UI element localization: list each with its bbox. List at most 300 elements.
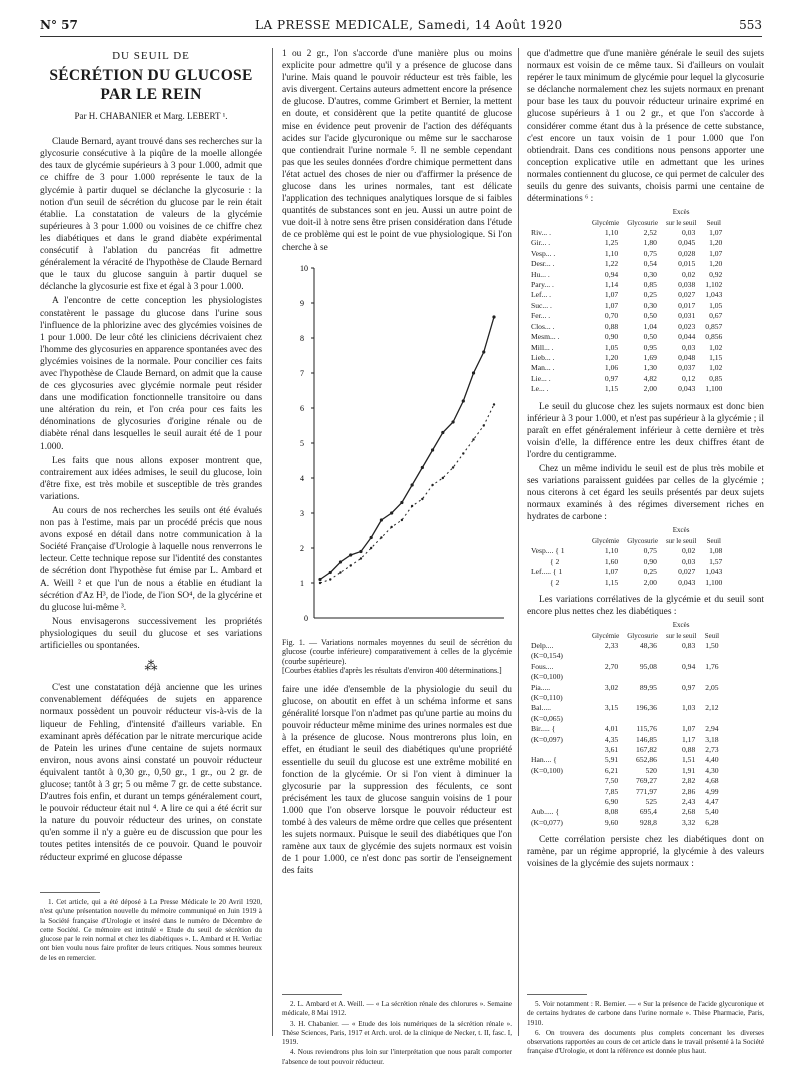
footnote: 6. On trouvera des documents plus complets concernant les diverses observations rapportées au cours de cet article dans le travail présenté à la Société française d'Urologie, et dont la référence est donnée plus haut. [527, 1028, 764, 1056]
data-point [380, 518, 383, 521]
table-row [531, 557, 727, 567]
table-cell [588, 714, 623, 724]
tick-label: 7 [300, 368, 304, 378]
table-header: Glycémie [592, 536, 620, 545]
table-cell: 0,02 [681, 546, 696, 556]
table-cell [588, 651, 623, 661]
tick-label: 9 [300, 298, 304, 308]
article-title: SÉCRÉTION DU GLUCOSE [49, 67, 253, 85]
table-cell: 3,32 [681, 817, 696, 827]
table-cell: 89,95 [639, 682, 657, 692]
table-cell: 1,02 [709, 342, 723, 352]
table-cell: 0,88 [681, 744, 696, 754]
table-cell: 1,80 [643, 238, 657, 248]
table-row [531, 280, 727, 290]
paragraph: Chez un même individu le seuil est de plus très mobile et ses variations paraissent guidées par celles de la glycémie ; nous citerons à cet égard les seuils présentés par deux sujets normaux examinés à des régimes diversement riches en hydrates de carbone : [527, 464, 764, 523]
table-cell: Desr... . [531, 259, 555, 269]
tick-label: 0 [304, 613, 308, 623]
table-row [531, 807, 724, 817]
table-cell: 0,03 [681, 342, 696, 352]
data-point [359, 549, 362, 552]
table-row [531, 322, 727, 332]
table-cell: 0,67 [709, 311, 723, 321]
table-cell: 1,05 [709, 300, 723, 310]
table-header: sur le seuil [665, 631, 697, 640]
table-header: Glycosurie [627, 536, 658, 545]
table-cell: (K=0,077) [531, 817, 563, 827]
table-cell: 1,15 [604, 384, 619, 394]
footnote-rule [527, 994, 587, 995]
table-cell: 0,85 [643, 280, 657, 290]
table-row [531, 724, 724, 734]
table-cell: 1,25 [604, 238, 619, 248]
table-cell: Pary... . [531, 280, 554, 290]
paragraph: Au cours de nos recherches les seuils ont été évalués non pas à l'estime, mais par un procédé précis que nous avons exposé en détail dans notre communication à la Société Française d'Urologie à laquelle nous renverrons le lecteur. Cette technique repose sur l'identité des constantes de sécrétion dont l'hypothèse fut émise par L. Ambard et A. Weill ² et que l'un de nous a établie en étudiant la sécrétion d'Az H³, de l'iode, de l'ion SO⁴, de la glycérine et du glucose lui-même ³. [40, 506, 262, 613]
table-cell: (K=0,110) [531, 692, 563, 702]
table-header: sur le seuil [665, 536, 697, 545]
caption-text: Fig. 1. — Variations normales moyennes du seuil de sécrétion du glucose (courbe inférieure) comparativement à celles de la glycémie (courbe supérieure). [282, 637, 512, 666]
table-cell: 0,94 [604, 269, 619, 279]
tick-label: 8 [300, 333, 304, 343]
table-header [623, 525, 662, 535]
table-cell: 4,99 [705, 786, 719, 796]
table-header [531, 631, 588, 641]
footnote: 4. Nous reviendrons plus loin sur l'interprétation que nous paraît comporter l'absence de tout pouvoir réducteur. [282, 1048, 512, 1066]
table-cell: 1,07 [604, 290, 619, 300]
page-number: 553 [739, 18, 762, 32]
table-cell: 0,50 [643, 332, 657, 342]
table-cell: 0,857 [705, 321, 723, 331]
data-point [441, 430, 444, 433]
table-header: Excès [672, 621, 690, 630]
table-cell: Lieb... . [531, 352, 555, 362]
table-cell: 1,10 [604, 228, 619, 238]
footnote: 1. Cet article, qui a été déposé à La Presse Médicale le 20 Avril 1920, n'est qu'une présentation nouvelle du mémoire communiqué en Juin 1919 à la Société française d'Urologie et inséré dans le numéro de Décembre de cette Société. Ce mémoire est intitulé « Etude du seuil de sécrétion du glucose par le rein normal et chez les diabétiques ». L. Ambard et H. Verliac ont bien voulu nous faire profiter de leurs critiques. Nous sommes heureux de les en remercier. [40, 898, 262, 962]
paragraph: Le seuil du glucose chez les sujets normaux est donc bien inférieur à 3 pour 1.000, et n'est pas supérieur à la glycémie ; il paraît en effet généralement inférieur à cette dernière et très voisin d'elle, la différence entre les deux chiffres étant de l'ordre du centigramme. [527, 401, 764, 460]
table-cell: 0,30 [643, 300, 657, 310]
table-cell: 3,18 [705, 734, 719, 744]
data-point [380, 536, 382, 538]
table-row [531, 238, 727, 248]
table-cell: 0,75 [643, 546, 657, 556]
table-cell: 0,12 [681, 373, 696, 383]
table-header: Excès [672, 208, 690, 217]
table-cell: 8,08 [604, 807, 619, 817]
table-cell: 4,40 [705, 755, 719, 765]
table-cell: Clos... . [531, 321, 555, 331]
table-row [531, 735, 724, 745]
table-cell: Hu... . [531, 269, 550, 279]
table-cell: Le... . [531, 384, 549, 394]
table-cell: 1,20 [709, 238, 723, 248]
data-point [472, 371, 475, 374]
table-row [531, 641, 724, 651]
table-header [588, 207, 623, 217]
table-row [531, 374, 727, 384]
paragraph: Les variations corrélatives de la glycémie et du seuil sont encore plus nettes chez les diabétiques : [527, 594, 764, 617]
data-point [349, 553, 352, 556]
table-cell: { 2 [531, 577, 560, 587]
table-cell: 2,70 [604, 661, 619, 671]
table-row [531, 714, 724, 724]
table-row [531, 755, 724, 765]
table-cell: 0,90 [604, 332, 619, 342]
table-cell: Fer... . [531, 311, 551, 321]
data-point [329, 570, 332, 573]
tick-label: 5 [300, 438, 304, 448]
table-cell: 1,07 [709, 228, 723, 238]
table-cell: 0,037 [678, 363, 696, 373]
running-head [40, 16, 762, 37]
table-cell: 2,52 [643, 228, 657, 238]
table-cell: 0,25 [643, 290, 657, 300]
table-cell: Gir... . [531, 238, 551, 248]
paragraph: 1 ou 2 gr., l'on s'accorde d'une manière plus ou moins explicite pour admettre qu'il y a présence de glucose dans l'urine. Mais quand le pouvoir réducteur est très faible, les avis divergent. Certains auteurs admettent encore la présence de glucose. D'autres, comme Grimbert et Bernier, la mettent en doute, et considèrent que la petite quantité de glucose mise en évidence peut provenir de l'action des déféquants acides sur l'acide glycuronique ou même sur le saccharose que contiendrait l'urine normale ⁵. Il ne semble cependant pas que les seules données d'ordre chimique permettent dans l'état actuel des choses de nier ou d'affirmer la présence de glucose dans les urines normales, tant est délicate l'application des techniques analytiques lorsque de si faibles quantités de substances sont en jeu. Aussi un autre point de vue doit-il à notre sens être prisen considération dans l'étude de ce problème qui est le point de vue physiologique. Si l'on cherche à se [282, 49, 512, 253]
tick-label: 3 [300, 508, 304, 518]
table-cell: 1,07 [681, 724, 696, 734]
table-cell [700, 714, 723, 724]
table-header: Glycosurie [627, 218, 658, 227]
table-cell: 0,044 [678, 332, 696, 342]
data-point [483, 424, 485, 426]
table-cell: 2,73 [705, 744, 719, 754]
table-cell: 1,51 [681, 755, 696, 765]
table-cell [662, 693, 700, 703]
table-cell: 0,045 [678, 238, 696, 248]
table-cell: 1,043 [705, 567, 723, 577]
caption-note: [Courbes établies d'après les résultats d'environ 400 déterminations.] [282, 666, 502, 676]
table-cell [662, 651, 700, 661]
paragraph: Cette corrélation persiste chez les diabétiques dont on ramène, par un régime approprié, la glycémie à des valeurs voisines de la glycémie des sujets normaux : [527, 835, 764, 870]
section-separator: ⁂ [144, 658, 158, 674]
table-cell: 167,82 [636, 744, 657, 754]
table-cell: 1,20 [709, 259, 723, 269]
column-2 [282, 48, 512, 879]
table-row [531, 567, 727, 577]
table-cell: 2,00 [643, 384, 657, 394]
table-cell: 1,043 [705, 290, 723, 300]
table-cell [531, 776, 588, 786]
data-point [442, 476, 444, 478]
data-point [452, 466, 454, 468]
column-1 [40, 48, 262, 866]
table-cell: Pia..... [531, 682, 553, 692]
title-kicker: DU SEUIL DE [112, 50, 190, 62]
table-row [531, 818, 724, 828]
table-header: Glycémie [592, 218, 620, 227]
table-cell: 0,03 [681, 228, 696, 238]
table-cell: 2,86 [681, 786, 696, 796]
data-point [411, 483, 414, 486]
paragraph: C'est une constatation déjà ancienne que les urines convenablement déféquées de sujets en apparence normaux possèdent un pouvoir réducteur vis-à-vis de la liqueur de Fehling, d'intensité d'ailleurs variable. En examinant après défécation par le nitrate mercurique acide de Patein les urines d'une centaine de sujets normaux environ, nous avons ainsi constaté un pouvoir réducteur équivalent tantôt à 0,30 gr., 0,50 gr., 1 gr., ou 2 gr. de glucose; tantôt à 3 gr; 5 ou même 7 gr. de cette substance. D'autres fois enfin, et durant un temps généralement court, le pouvoir réducteur était nul ⁴. A lire ce qui a été écrit sur la nature du pouvoir réducteur des urines, on constate qu'en somme il n'y a guère eu de discussion que pour les toutes petites intensités de ce pouvoir. Quand le pouvoir réducteur exprimé en glucose dépasse [40, 683, 262, 863]
table-cell: 1,102 [705, 280, 723, 290]
data-point [390, 511, 393, 514]
table-cell: (K=0,097) [531, 734, 563, 744]
data-point [421, 465, 424, 468]
table-cell: Aub..... { [531, 807, 560, 817]
table-row [531, 301, 727, 311]
table-cell: { 2 [531, 556, 560, 566]
table-cell: 1,02 [709, 363, 723, 373]
data-point [360, 557, 362, 559]
data-point [400, 500, 403, 503]
paragraph: Nous envisagerons successivement les propriétés physiologiques du seuil du glucose et ses variations artificielles ou spontanées. [40, 616, 262, 652]
table-cell: 1,08 [709, 546, 723, 556]
table-cell: 652,86 [636, 755, 657, 765]
table-row [531, 228, 727, 238]
data-point [431, 448, 434, 451]
table-row [531, 343, 727, 353]
table-header: Seuil [706, 218, 721, 227]
table-cell: Mill... . [531, 342, 554, 352]
table-cell: 2,05 [705, 682, 719, 692]
table-cell: 3,61 [604, 744, 619, 754]
table-row [531, 787, 724, 797]
footnotes-col2 [282, 1000, 512, 1068]
table-header [588, 525, 623, 535]
table-cell: 9,60 [604, 817, 619, 827]
table-cell [700, 693, 723, 703]
table-cell: 1,30 [643, 363, 657, 373]
table-cell: 0,027 [678, 290, 696, 300]
table-cell [700, 672, 723, 682]
column-rule [518, 48, 519, 1036]
tick-label: 10 [300, 263, 308, 273]
table-row [531, 672, 724, 682]
table-cell: 0,50 [643, 311, 657, 321]
diet-thresholds-table [531, 525, 727, 587]
table-cell: 1,17 [681, 734, 696, 744]
table-cell: 5,40 [705, 807, 719, 817]
table-cell: 0,75 [643, 248, 657, 258]
table-cell: Suc... . [531, 300, 552, 310]
table-cell: 0,95 [643, 342, 657, 352]
table-cell: 6,21 [604, 765, 619, 775]
table-cell: 520 [645, 765, 657, 775]
table-cell: Delp.... [531, 640, 556, 650]
table-cell: 1,04 [643, 321, 657, 331]
table-cell: 4,82 [643, 373, 657, 383]
table-cell: 1,05 [604, 342, 619, 352]
table-row [531, 290, 727, 300]
table-header [623, 620, 662, 630]
table-row [531, 384, 727, 394]
table-row [531, 703, 724, 713]
table-cell: 0,54 [643, 259, 657, 269]
table-cell: Vesp.... { 1 [531, 546, 565, 556]
table-cell: 1,20 [604, 352, 619, 362]
table-cell: 1,15 [604, 577, 619, 587]
table-cell: Bir..... { [531, 724, 556, 734]
table-cell: 4,68 [705, 776, 719, 786]
paragraph: Les faits que nous allons exposer montrent que, contrairement aux idées admises, le seuil du glucose, loin d'être fixe, est très mobile et susceptible de très grandes variations. [40, 455, 262, 502]
table-cell: 4,01 [604, 724, 619, 734]
table-cell: 1,10 [604, 248, 619, 258]
table-cell [662, 672, 700, 682]
tick-label: 2 [300, 543, 304, 553]
table-row [531, 311, 727, 321]
table-cell: 1,15 [709, 352, 723, 362]
table-cell: 695,4 [639, 807, 657, 817]
data-point [472, 438, 474, 440]
paragraph: Claude Bernard, ayant trouvé dans ses recherches sur la glycosurie consécutive à la piqûre de la moelle allongée des taux de glycémie supérieurs à 3 pour 1.000, admit que ce chiffre de 3 pour 1.000 représente le taux de la glycémie à partir duquel se déclanche la glycosurie : la notion d'un seuil de sécrétion du glucose par le rein était établie. La constatation de valeurs de la glycémie supérieures à 3 pour 1.000 ou voisines de ce chiffre chez les diabétiques et dans le grand diabète expérimental consécutif à l'ablation du pancréas fit admettre généralement la véracité de l'hypothèse de Claude Bernard que le taux du glucose sanguin à partir duquel se déclanche la glycosurie est fixe et égal à 3 pour 1.000. [40, 137, 262, 293]
tick-label: 4 [300, 473, 304, 483]
table-cell [531, 787, 588, 797]
table-header: sur le seuil [665, 218, 697, 227]
table-cell: 928,8 [639, 817, 657, 827]
table-cell: 5,91 [604, 755, 619, 765]
footnote: 3. H. Chabanier. — « Etude des lois numériques de la sécrétion rénale ». Thèse Sciences, Paris, 1917 et Arch. urol. de la clinique de Necker, t. II, fasc. I, 1919. [282, 1019, 512, 1047]
table-cell: (K=0,100) [531, 765, 563, 775]
table-header [531, 525, 588, 535]
table-cell [623, 651, 662, 661]
table-cell: 0,017 [678, 300, 696, 310]
table-cell: (K=0,154) [531, 651, 563, 661]
data-point [339, 560, 342, 563]
table-cell: 115,76 [636, 724, 657, 734]
table-row [531, 683, 724, 693]
table-row [531, 766, 724, 776]
normal-thresholds-table [531, 207, 727, 394]
table-cell: 1,76 [705, 661, 719, 671]
table-cell: 0,023 [678, 321, 696, 331]
table-header: Seuil [706, 536, 721, 545]
table-cell: 0,028 [678, 248, 696, 258]
table-cell: 1,69 [643, 352, 657, 362]
paragraph: que d'admettre que d'une manière générale le seuil des sujets normaux est voisin de ce même taux. Si d'ailleurs on voulait repérer le taux minimum de glycémie pour lequel la glycosurie se déclanche normalement chez les sujets normaux en prenant pour base les taux du pouvoir réducteur urinaire exprimé en glucose supérieurs à 1 ou 2 gr., et que l'on s'accorde à considérer comme étant dus à la présence de cette substance, c'est encore un taux voisin de 1 pour 1.000 que l'on obtiendrait. Dans ces conditions nous pensons apporter une conception explicative utile en admettant que les urines normales contiennent du glucose, ce qui permet de calculer des seuils du genre des suivants, choisis parmi une centaine de déterminations ⁶ : [527, 49, 764, 205]
table-header [531, 207, 588, 217]
table-cell: 1,57 [709, 556, 723, 566]
table-cell: 7,50 [604, 776, 619, 786]
table-row [531, 332, 727, 342]
table-cell: 196,36 [636, 703, 657, 713]
table-cell: 769,27 [636, 776, 657, 786]
table-header [623, 207, 662, 217]
data-point [370, 546, 372, 548]
table-cell: 1,50 [705, 640, 719, 650]
table-cell: 4,47 [705, 797, 719, 806]
table-cell: 1,06 [604, 363, 619, 373]
table-cell: 1,14 [604, 280, 619, 290]
table-cell: 2,68 [681, 807, 696, 817]
table-header [531, 620, 588, 630]
table-header [700, 207, 727, 217]
tick-label: 6 [300, 403, 304, 413]
table-cell: 1,07 [604, 567, 619, 577]
footnotes-col1 [40, 898, 262, 964]
table-cell: 0,027 [678, 567, 696, 577]
column-rule [272, 48, 273, 1036]
table-cell [623, 693, 662, 703]
table-cell: 146,85 [636, 734, 657, 744]
table-cell: 525 [645, 797, 657, 806]
data-point [431, 483, 433, 485]
table-cell: 1,22 [604, 259, 619, 269]
footnote-rule [40, 892, 100, 893]
table-cell: 0,031 [678, 311, 696, 321]
table-cell: 0,94 [681, 661, 696, 671]
table-cell: 2,00 [643, 577, 657, 587]
table-cell: 1,07 [604, 300, 619, 310]
table-cell: Bal..... [531, 703, 553, 713]
data-point [318, 577, 321, 580]
table-cell: 0,90 [643, 556, 657, 566]
tick-label: 1 [300, 578, 304, 588]
table-cell: 0,92 [709, 269, 723, 279]
table-cell: 0,70 [604, 311, 619, 321]
table-header: Glycosurie [627, 631, 658, 640]
table-cell [623, 714, 662, 724]
table-cell: Fous.... [531, 661, 556, 671]
figure-1 [282, 256, 512, 636]
table-header: Glycémie [592, 631, 620, 640]
table-row [531, 578, 727, 588]
table-cell: 0,015 [678, 259, 696, 269]
table-header: Excès [672, 526, 690, 535]
table-cell: 48,36 [639, 640, 657, 650]
table-header [700, 620, 723, 630]
table-cell: 1,03 [681, 703, 696, 713]
table-cell: (K=0,065) [531, 713, 563, 723]
table-row [531, 249, 727, 259]
table-cell: Lef... . [531, 290, 552, 300]
table-row [531, 270, 727, 280]
table-cell [588, 693, 623, 703]
table-cell: 1,60 [604, 556, 619, 566]
table-cell: 2,94 [705, 724, 719, 734]
column-3 [527, 48, 764, 873]
table-cell: 0,03 [681, 556, 696, 566]
table-cell: 1,10 [604, 546, 619, 556]
table-row [531, 662, 724, 672]
table-cell: Mesm... . [531, 332, 560, 342]
table-header: Seuil [704, 631, 720, 640]
table-cell: 1,100 [705, 384, 723, 394]
data-point [492, 315, 495, 318]
table-header [531, 218, 588, 228]
table-row [531, 797, 724, 807]
table-cell [623, 672, 662, 682]
table-cell: (K=0,100) [531, 672, 563, 682]
footnote-rule [282, 994, 342, 995]
data-point [339, 571, 341, 573]
table-cell: 7,85 [604, 786, 619, 796]
table-cell: Lef..... { 1 [531, 567, 563, 577]
paragraph: faire une idée d'ensemble de la physiologie du seuil du glucose, on aboutit en effet à un schéma informe et sans généralité lorsque l'on n'admet pas qu'une partie au moins du pouvoir réducteur même minime des urines normales est due à la présence de glucose. Nous montrerons plus loin, en effet, en étudiant le seuil des diabétiques qu'une propriété essentielle du seuil du glucose est une extrême mobilité en fonction de la glycémie. Or si l'on vient à diminuer la glycosurie par la suppression des féculents, ce sont précisément les taux de glucose sanguin voisins de 1 pour 1.000 que l'on observe lorsque le pouvoir réducteur est tombé à des valeurs de même ordre que celles que présentent les sujets normaux. Puisque le seuil des diabétiques que l'on ramène aux taux de glycémie des sujets normaux est voisin de 1 pour 1.000, ce n'est donc pas sortir de l'enseignement des faits [282, 684, 512, 877]
paragraph: A l'encontre de cette conception les physiologistes constatèrent le passage du glucose dans l'urine sous l'influence de la phlorizine avec des glycémies voisines de 1 pour 1.000. De leur côté les cliniciens décrivaient chez l'homme des glycosuries en apparence spontanées avec des glycémies voisines de la normale. Pour concilier ces faits avec l'hypothèse de Claude Bernard, on admit que la cause de ces glycosuries avec glycémie normale peut résider dans une modification fonctionnelle transitoire ou dans une altération du rein, et l'on créa pour ces faits les dénominations de glycosuries d'origine rénale ou de diabète rénal dans lesquelles le seuil aurait été de 1 pour 1.000. [40, 296, 262, 452]
footnote: 2. L. Ambard et A. Weill. — « La sécrétion rénale des chlorures ». Semaine médicale, 8 Mai 1912. [282, 1000, 512, 1018]
journal-title: LA PRESSE MEDICALE, Samedi, 14 Août 1920 [255, 18, 563, 32]
table-cell: 2,43 [681, 797, 696, 806]
table-header [700, 525, 727, 535]
data-point [482, 350, 485, 353]
table-cell: Vesp... . [531, 248, 556, 258]
table-cell: 4,35 [604, 734, 619, 744]
data-point [451, 420, 454, 423]
data-point [370, 535, 373, 538]
table-cell: 4,30 [705, 765, 719, 775]
table-cell: Man... . [531, 363, 555, 373]
table-row [531, 745, 724, 755]
table-cell: 2,82 [681, 776, 696, 786]
data-point [462, 452, 464, 454]
table-cell [662, 714, 700, 724]
table-row [531, 363, 727, 373]
data-point [493, 403, 495, 405]
footnote: 5. Voir notamment : R. Bernier. — « Sur la présence de l'acide glycuronique et de certains hydrates de carbone dans l'urine normale ». Thèse Pharmacie, Paris, 1910. [527, 1000, 764, 1027]
table-cell: 0,30 [643, 269, 657, 279]
table-cell: 0,856 [705, 332, 723, 342]
